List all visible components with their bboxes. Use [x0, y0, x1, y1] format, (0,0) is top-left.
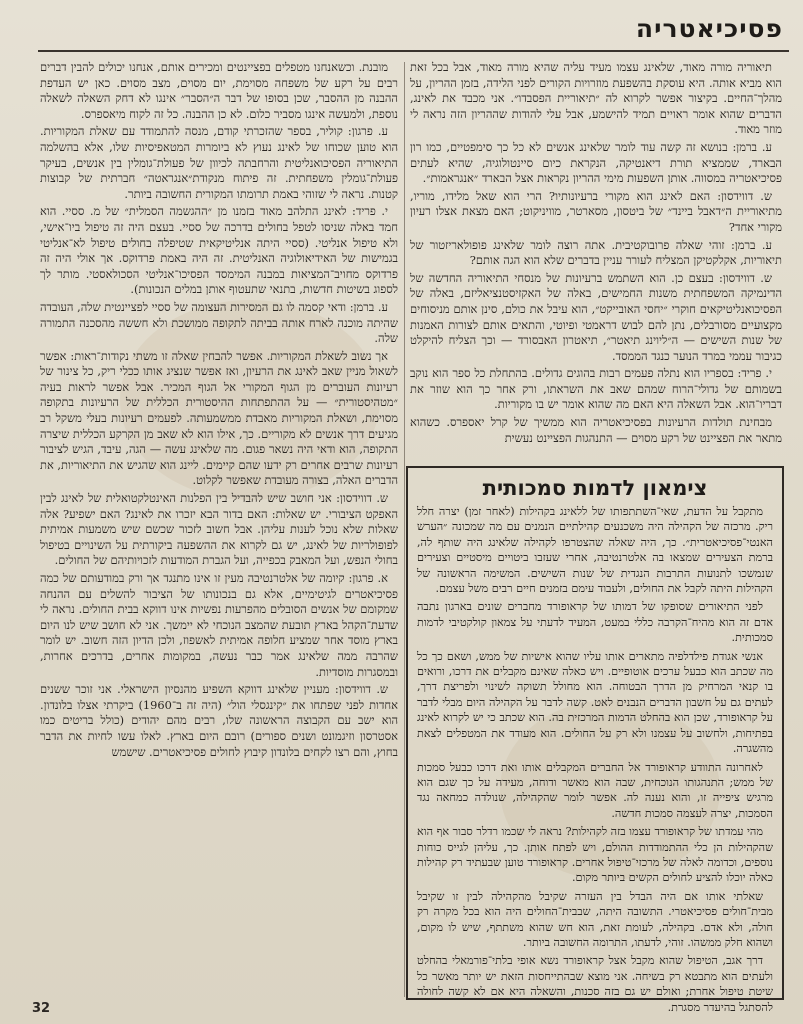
page-number: 32 — [32, 1001, 51, 1016]
paragraph: ש. דווידסון: מעניין שלאינג דווקא השפיע מהנסיון הישראלי. אני זוכר ששנים אחדות לפני שפתחו את ״קינגסלי הול״ (היה זה ב־1960) ביקרתי אצלו בלונדון. הוא ישב עם הקבוצה הראשונה שלו, רבים מהם יהודים (כולל בריטים כמו אסטרסון וזיגמונט ושנים ספורים) רובם היום בארץ. לאלו עשו לחיות את הדבר בחוץ, והם רצו לקחים בלונדון קיבוץ לחולים פסיכיאטרים. שישמש — [40, 682, 399, 759]
paragraph: ע. ברמן: זוהי שאלה פרובוקטיבית. אתה רוצה לומר שלאינג פופולאריזטור של תיאוריות, אקלקטיקן המצליח לעורר עניין בדברים שלא הוא הגה אותם? — [410, 237, 782, 268]
paragraph: מובנת. וכשאנחנו מטפלים בפציינטים ומכירים אותם, אנחנו יכולים להבין דברים רבים על רקע של משפחה מסוימת, יום מסוים, מצב מסוים. כאן יש העדפת ההבנה מן ההסבר, שכן בסופו של דבר ה״הסבר״ אינגו לא דחק השאלה לשאלה נוספת, ולמעשה אינגו מסביר כלום. לא כן ההבנה. כל זה לקוח מיאספרס. — [40, 60, 398, 121]
paragraph: ע. ברמן: ודאי קסמה לו גם המסירות העצומה של ססיי לפציינטית שלה, העובדה שהיתה מוכנה לארח אותה בביתה לתקופה ממושכת ולא חששה מהסכנה התמורה שלה. — [40, 299, 398, 346]
paragraph: י. פריד: בספריו הוא נתלה פעמים רבות בהוגים גדולים. בהתחלת כל ספר הוא נוקב בשמותם של גדולי־הרוח שמהם שאב את השראתו, ורק אחר כך הוא שוזר את דבריו־הוא. אבל השאלה היא האם מה שהוא אומר יש בו מקוריות. — [410, 366, 782, 412]
paragraph: שאלתי אותו אם היה הבדל בין העזרה שקיבל מהקהילה לבין זו שקיבל מבית־חולים פסיכיאטרי. התשובה היתה, שבבית־החולים היה הוא בכל מקרה רק חולה, ולא אדם. בקהילה, לעומת זאת, הוא חש שהוא משתתף, שיש לו מקום, ושהוא חלק ממשהו. זוהי, לדעתו, התרומה החשובה ביותר. — [417, 889, 773, 949]
boxed-article-body — [408, 504, 782, 1015]
header-rule — [38, 50, 789, 52]
left-column-text — [40, 60, 398, 1000]
paragraph: י. פריד: לאינג התלהב מאוד בזמנו מן ״ההגשמה הסמלית״ של מ. ססיי. הוא חמד באלה שניסו לטפל בחולים בדרכה של ססיי. בעצם היה זה טיפול ביו־אישי, ולא טיפול אנליטי. (ססיי היתה אנליטיקאית שטיפלה בחולים טיפול לא־אנליטי בגמישות של האידיאולוגיה האנליטית. זה היה באמת פרדוקס. אך אולי היה זה פרדוקס מחויב־המציאות במבנה המימסד הפסיכו־אנליטי הסכולאסטי. מותר לך לספוג בשיטות חדשות, בתנאי שתעטוף אותן במלים הנכונות). — [40, 204, 398, 297]
paragraph: מתקבל על הדעת, שאי־השתתפותו של ללאינג בקהילות (לאחר זמן) יצרה חלל ריק. מרכזה של הקהילה היה משכנעים קהילתיים הנמנים עם מה שמכונה ״הערש האנטי־פסיכיאטרית״. כך, היה שאלה שהצטרפו לקהילה שלאינג היה שותף לה, ברמת הצעירים שמצאו בה אלטרנטיבה, אחרי שעזבו ביטויים מיסטיים וצעירים שנמשכו לתנועות התרבות הנגדית של שנות השישים. המשימה הראשונה של הקהילות היתה לקבל את החולים, ולעבוד עימם בזמנים חיים רבים משל עצמם. — [417, 505, 773, 596]
paragraph: מהי עמדתו של קראופורד עצמו בזה לקהילות? נראה לי שכמו רדלר סבור אף הוא שהקהילות הן כלי ההתמודדות ההולם, ויש לפתח אותן. כך, עליהן לגייס כוחות נוספים, וכדומה לאלה של מרכזי־טיפול אחרים. קראופורד טוען שבעתיד רק קהילות כאלה יוכלו להציע לחולים הקשים ביותר מקום. — [417, 825, 773, 885]
paragraph: דרך אגב, הטיפול שהוא מקבל אצל קראופורד נשא אופי בלתי־פורמאלי בהחלט ולעתים הוא מתבטא רק בשיחה. אני מוצא שבהתייחסות הזאת יש יותר מאשר כל שיטת טיפול אחרת; ואולם יש גם בזה סכנות, והשאלה היא אם לא קשה לחולה להסתגל בהיעדר מסגרת. — [417, 954, 773, 1014]
right-column-text — [410, 60, 782, 462]
paragraph: מבחינת תולדות הרעיונות בפסיכיאטריה הוא ממשיך של קרל יאספרס. כשהוא מתאר את הפציינט של רקע מסוים — התנהגות הפציינט נעשית — [410, 415, 782, 445]
paragraph: ע. ברמן: בנושא זה קשה עוד לומר שלאינג אנשים לא כל כך סימפטיים, כמו רון הבארד, שממציא תורת דיאנטיקה, הנקראת כיום סיינטולוגיה, שהיא לעתים פסיכיאטריה במסווה. אותן השפעות מימי ההריון נקראות אצל הבארד ״אנגראמות״. — [410, 139, 782, 186]
paragraph: ש. דווידסון: אני חושב שיש להבדיל בין הפלנות האינטלקטואלית של לאינג לבין האפקט הציבורי. יש שאלות: האם בדור הבא יזכרו את לאינג? האם ישפיע? אלה שאלות שלא נוכל לענות עליהן. אבל חשוב לזכור שכשם שיש משמעות אמיתית לפופולריות של לאינג, יש גם לקרוא את ההשפעה ביקורתית על השינויים בטיפול בחולי הנפש, ועל המאבק בכפייה, ועל הגברת המודעות לזכויותיהם של החולים. — [40, 491, 398, 568]
paragraph: לפני התיאורים שסופקו של דמותו של קראופורד מחברים שונים בארגון נתבה אדם זה הוא מהיח־הקרבה כללי במעט, המעיד לדעתי על צמאון קולקטיבי לדמות סמכותית. — [417, 600, 773, 645]
paragraph: תיאוריה מורה מאוד, שלאינג עצמו מעיד עליה שהיא מורה מאוד, אבל בכל זאת הוא מביא אותה. היא עוסקת בהשפעת מוזרויות הקורים לפני הלידה, בזמן ההריון, על מהלך־החיים. בקיצור אפשר לקרוא לה ״תיאוריית הפסבדו״. אני מכבד את לאינג, הדברים שהוא אומר ראויים תמיד להישמע, אבל עלי להודות שההריון הזה נראה לי מוזר מאוד. — [410, 60, 782, 137]
paragraph: אנשי אגודת פילדלפיה מתארים אותו עליו שהוא אישיות של ממש, ושאם כך כל מה שכתב הוא כבעל ערכים אוטופיים. ויש כאלה שאינם מקבלים את דרכו, ורואים בו קנאי המרחיק מן הדרך הבטוחה. הוא מחולל תשוקה לשינוי ולפריצת דרך, לעתים גם על חשבון הדברים הנבנים לאט. קשה לדבר על הקהילה היום מבלי לדבר על קראופורד, שכן הוא בהחלט הדמות המרכזית בה. הוא שכתב כי יש לקרוא לאינג בפתיחות, ולחשוב על עצמנו ולא רק על החולים. הוא מעודד את המטפלים לצאת מהשגרה. — [417, 649, 773, 756]
paragraph: אך נשוב לשאלת המקוריות. אפשר להבחין שאלה זו משתי נקודות־ראות: אפשר לשאול מניין שאב לאינג את הרעיון, ואז אפשר שנציג אותו ככלי ריק, כל צינור של רעיונות העוברים מן הגוף המקורי אל הגוף המכיר. אבל אפשר לראות בעיה ״מטהיסטורית״ — על ההתפתחות ההיסטורית הכללית של הרעיונות בתקופה מסוימת, ושאלת המקוריות מאבדת ממשמעותה. לפעמים רעיונות בעלי משקל רב מגיעים דרך אנשים לא מקוריים. כך, אילו הוא לא שאב מן הקרקע הכללית שיצרה התקופה, הוא ודאי היה נשאר פגום. מה שלאינג עשה — הגה, עיבד, הגיש לציבור רעיונות שרבים אחרים רק ידעו שהם קיימים. ליינג הוא שהגיש את התיאוריות, את הדברים האלה, בצורה מעובדת שאפשר לקלוט. — [40, 348, 398, 488]
boxed-article — [406, 466, 784, 1014]
paragraph: לאחרונה התוודע קראופורד אל החברים המקבלים אותו ואת דרכו כבעל סמכות של ממש; התנהגותו הנוכחית, שבה הוא מאשר ודוחה, מעידה על כך שגם הוא מרגיש ציפייה זו, והוא נענה לה. אפשר לומר שהקהילה, שנולדה כמחאה נגד הסמכות, יצרה לעצמה סמכות חדשה. — [417, 760, 773, 820]
boxed-article-title: צימאון לדמות סמכותית — [482, 476, 708, 500]
paragraph: ש. דווידסון: האם לאינג הוא מקורי ברעיונותיו? הרי הוא שאל מלידו, מוריו, מתיאוריית ה״דאבל ביינד״ של ביטסון, מסארטר, מוויניקוט; האם מצאת אצלו רעיון מקורי אחד? — [410, 188, 782, 234]
section-title: פסיכיאטריה — [635, 14, 783, 43]
paragraph: א. פרגון: קיומה של אלטרנטיבה מעין זו אינו מתנגד אך ורק במודעותם של כמה פסיכיאטרים לגיטימיים, אלא גם בנכונותו של הציבור להשלים עם ההנחה שמקומם של אנשים הסובלים מהפרעות נפשיות אינו דווקא בבית החולים. נראה לי שדעת־הקהל בארץ תובעת שהמצב הנוכחי לא יימשך. אני לא חושב שיש לנו היום בארץ מוסד אחר שמציע חלופה אמיתית לאשפוז, ולכן הדיון הזה חשוב. יש לומר שהרבה ממה שלאינג אמר כבר נעשה, במקומות אחרים, בדרכים אחרות, ובמסגרות מוסדיות. — [40, 571, 398, 679]
paragraph: ש. דווידסון: בעצם כן. הוא השתמש ברעיונות של מנסחי התיאוריה החדשה של הדינמיקה המשפחתית משנות החמישים, באלה של האקזיסטנציאליזם, באלה של הפסיכואנליטיקאים חוקרי ״יחסי האובייקט״, הוא עיבל את כולם, סינן אותם מניסוחים מקצועיים מסורבלים, נתן להם לבוש דראמטי ופיוטי, והתאים אותם לצורות האמנות של שנות השישים — ה״ליוינג תיאטר״, תיאטרון האבסורד — וכך הצליח להיקלט כגיבור עממי במרד הנוער כנגד הממסד. — [410, 270, 782, 363]
column-divider — [404, 62, 405, 997]
paragraph: ע. פרגון: קוליר, בספר שהזכרתי קודם, מנסה להתמודד עם שאלת המקוריות. הוא טוען שכוחו של לאינג נעוץ לא ביומרות המטאפיסיות שלו, אלא בהשלמה התיאוריה הפסיכואנליטית והרחבתה לכיוון של פעולת־גומלין בין אנשים, בעיקר פעולת־גומלין משפחתית. זה פיתוח מנקודת״אנגראטה״ חברתית של קבוצות קטנות. נראה לי שזוהי באמת תרומתו המקורית החשובה ביותר. — [40, 124, 398, 201]
